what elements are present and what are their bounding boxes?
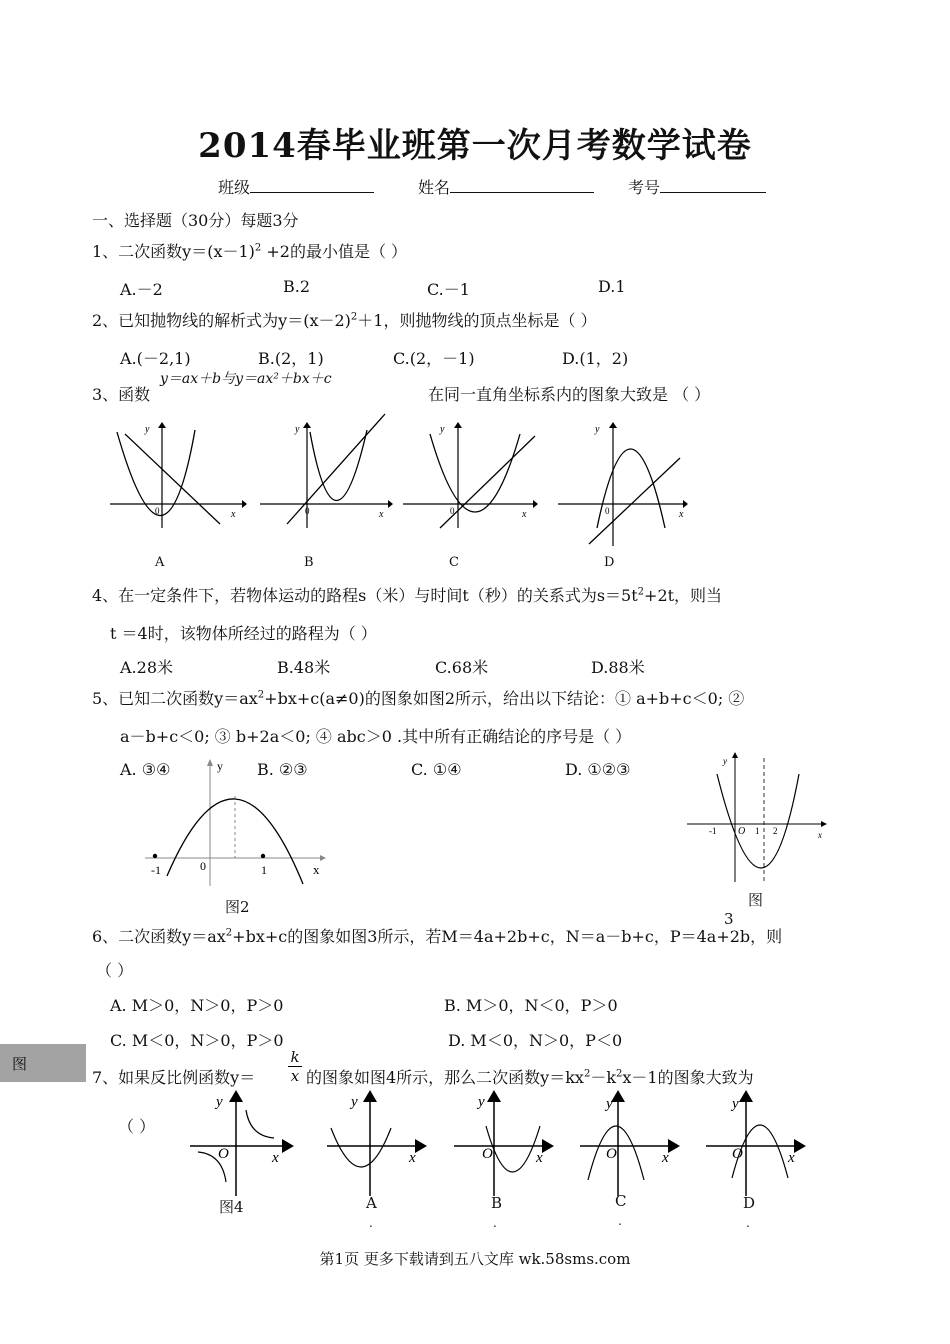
figure-3-caption-num: 3: [724, 910, 734, 928]
q1-option-a: A.－2: [120, 280, 163, 299]
q2-option-c: C.(2，－1): [393, 349, 475, 368]
svg-text:x: x: [409, 1150, 416, 1166]
q5-option-c: C. ①④: [411, 760, 462, 779]
q7-stem-line2: （ ）: [118, 1117, 156, 1136]
q3-label-a: A: [155, 555, 165, 570]
page-footer: 第1页 更多下载请到五八文库 wk.58sms.com: [319, 1250, 631, 1268]
svg-text:x: x: [522, 509, 527, 520]
svg-text:y: y: [216, 1094, 223, 1110]
q7-label-a: A: [366, 1194, 377, 1212]
svg-text:y: y: [606, 1096, 613, 1112]
svg-text:y: y: [145, 424, 150, 435]
q7-label-d: D: [743, 1194, 756, 1212]
svg-text:-1: -1: [709, 826, 717, 836]
q7-graph-d: [704, 1088, 814, 1198]
q1-option-b: B.2: [283, 277, 311, 296]
id-field: [628, 175, 766, 198]
q2-option-b: B.(2，1): [258, 349, 324, 368]
name-blank[interactable]: [450, 176, 594, 193]
svg-text:2: 2: [773, 826, 778, 836]
page-title: 2014春毕业班第一次月考数学试卷: [198, 126, 752, 166]
svg-text:x: x: [313, 862, 320, 877]
q2-stem: 2、已知抛物线的解析式为$y=(x-2)^2+1$，则抛物线的顶点坐标是（ ）: [92, 311, 597, 330]
q4-option-c: C.68米: [435, 658, 489, 677]
sidebar-box: 图: [0, 1044, 86, 1082]
svg-text:x: x: [536, 1150, 543, 1166]
q4-stem-line1: 4、在一定条件下，若物体运动的路程s（米）与时间t（秒）的关系式为$s=5t^2+2t$，则当: [92, 586, 723, 605]
class-field: [218, 175, 374, 198]
svg-text:0: 0: [605, 506, 610, 516]
q7-graph-a: [325, 1088, 435, 1198]
svg-text:O: O: [738, 826, 746, 837]
svg-text:1: 1: [261, 863, 267, 877]
q4-option-d: D.88米: [591, 658, 645, 677]
q1-stem: 1、二次函数$y=(x-1)^2 +2$的最小值是（ ）: [92, 242, 408, 261]
q3-label-b: B: [304, 555, 314, 570]
svg-text:x: x: [272, 1150, 279, 1166]
q6-option-d: D. M＜0，N＞0，P＜0: [448, 1031, 623, 1050]
svg-text:y: y: [351, 1094, 358, 1110]
q7-dot-d: .: [746, 1216, 750, 1230]
svg-text:y: y: [595, 424, 600, 435]
q1-option-d: D.1: [598, 277, 626, 296]
figure-4: [188, 1088, 298, 1198]
q3-formula: y＝ax＋b与y＝ax²＋bx＋c: [160, 371, 332, 387]
figure-3-caption: 图: [748, 891, 764, 909]
q2-option-d: D.(1，2): [562, 349, 629, 368]
q4-option-a: A.28米: [120, 658, 174, 677]
id-label: 考号: [628, 178, 661, 197]
q7-dot-a: .: [369, 1216, 373, 1230]
q3-graph-d: [555, 420, 695, 550]
q6-stem-line1: 6、二次函数$y=ax^2+bx+c$的图象如图3所示，若M＝4a+2b+c，N＝a－b+c，P＝4a+2b，则: [92, 927, 783, 946]
class-label: 班级: [218, 178, 251, 197]
q7-graph-c: [578, 1088, 688, 1198]
q5-option-d: D. ①②③: [565, 760, 631, 779]
name-field: [418, 175, 594, 198]
svg-text:y: y: [732, 1096, 739, 1112]
q2-option-a: A.(－2,1): [120, 349, 191, 368]
q1-option-c: C.－1: [427, 280, 470, 299]
q5-option-b: B. ②③: [257, 760, 308, 779]
svg-text:x: x: [818, 830, 822, 840]
q3-label-d: D: [604, 555, 615, 570]
svg-text:0: 0: [450, 506, 455, 516]
q7-label-c: C: [615, 1192, 627, 1210]
q7-prefix: 7、如果反比例函数y＝: [92, 1068, 256, 1087]
svg-text:y: y: [217, 759, 223, 773]
q3-graph-b: [255, 420, 395, 530]
q5-stem-line2: a－b+c＜0; ③ b+2a＜0; ④ abc＞0 .其中所有正确结论的序号是（ ）: [120, 727, 632, 746]
id-blank[interactable]: [660, 176, 766, 193]
figure-4-caption: 图4: [219, 1198, 244, 1216]
q3-graph-c: [400, 420, 540, 530]
q5-option-a: A. ③④: [120, 760, 171, 779]
name-label: 姓名: [418, 178, 451, 197]
svg-text:x: x: [231, 509, 236, 520]
figure-3: [685, 752, 830, 887]
figure-2-caption: 图2: [225, 898, 250, 916]
class-blank[interactable]: [250, 176, 374, 193]
q5-stem-line1: 5、已知二次函数$y=ax^2+bx+c(a\ne 0)$的图象如图2所示，给出以下结论：① a+b+c＜0; ②: [92, 689, 745, 708]
svg-text:O: O: [482, 1146, 493, 1162]
q7-graph-b: [452, 1088, 562, 1198]
q7-dot-b: .: [493, 1216, 497, 1230]
q3-graph-a: [105, 420, 245, 530]
svg-text:y: y: [295, 424, 300, 435]
q6-option-c: C. M＜0，N＞0，P＞0: [110, 1031, 284, 1050]
svg-text:x: x: [379, 509, 384, 520]
q3-suffix: 在同一直角坐标系内的图象大致是 （ ）: [428, 385, 711, 404]
svg-text:O: O: [606, 1146, 617, 1162]
svg-text:x: x: [788, 1150, 795, 1166]
svg-text:y: y: [723, 756, 727, 766]
q6-option-a: A. M＞0，N＞0，P＞0: [110, 996, 284, 1015]
section-heading: 一、选择题（30分）每题3分: [92, 211, 299, 230]
q6-stem-line2: （ ）: [96, 961, 134, 980]
svg-text:1: 1: [755, 826, 760, 836]
q7-label-b: B: [491, 1194, 503, 1212]
q7-fraction: $\frac{k}{x}$: [288, 1048, 302, 1085]
svg-text:y: y: [440, 424, 445, 435]
q7-stem: 的图象如图4所示，那么二次函数$y=kx^2-k^2x-1$的图象大致为: [306, 1068, 754, 1087]
q3-label-c: C: [449, 555, 459, 570]
svg-text:O: O: [732, 1146, 743, 1162]
svg-text:0: 0: [200, 859, 206, 873]
q4-option-b: B.48米: [277, 658, 331, 677]
svg-text:x: x: [662, 1150, 669, 1166]
q4-stem-line2: t ＝4时，该物体所经过的路程为（ ）: [110, 624, 377, 643]
q7-dot-c: .: [618, 1214, 622, 1228]
svg-text:y: y: [478, 1094, 485, 1110]
figure-2: [145, 758, 330, 888]
svg-text:0: 0: [305, 506, 310, 516]
svg-text:0: 0: [155, 506, 160, 516]
svg-text:O: O: [218, 1146, 229, 1162]
svg-text:x: x: [679, 509, 684, 520]
q6-option-b: B. M＞0，N＜0，P＞0: [444, 996, 618, 1015]
q3-prefix: 3、函数: [92, 385, 151, 404]
svg-text:-1: -1: [151, 863, 161, 877]
